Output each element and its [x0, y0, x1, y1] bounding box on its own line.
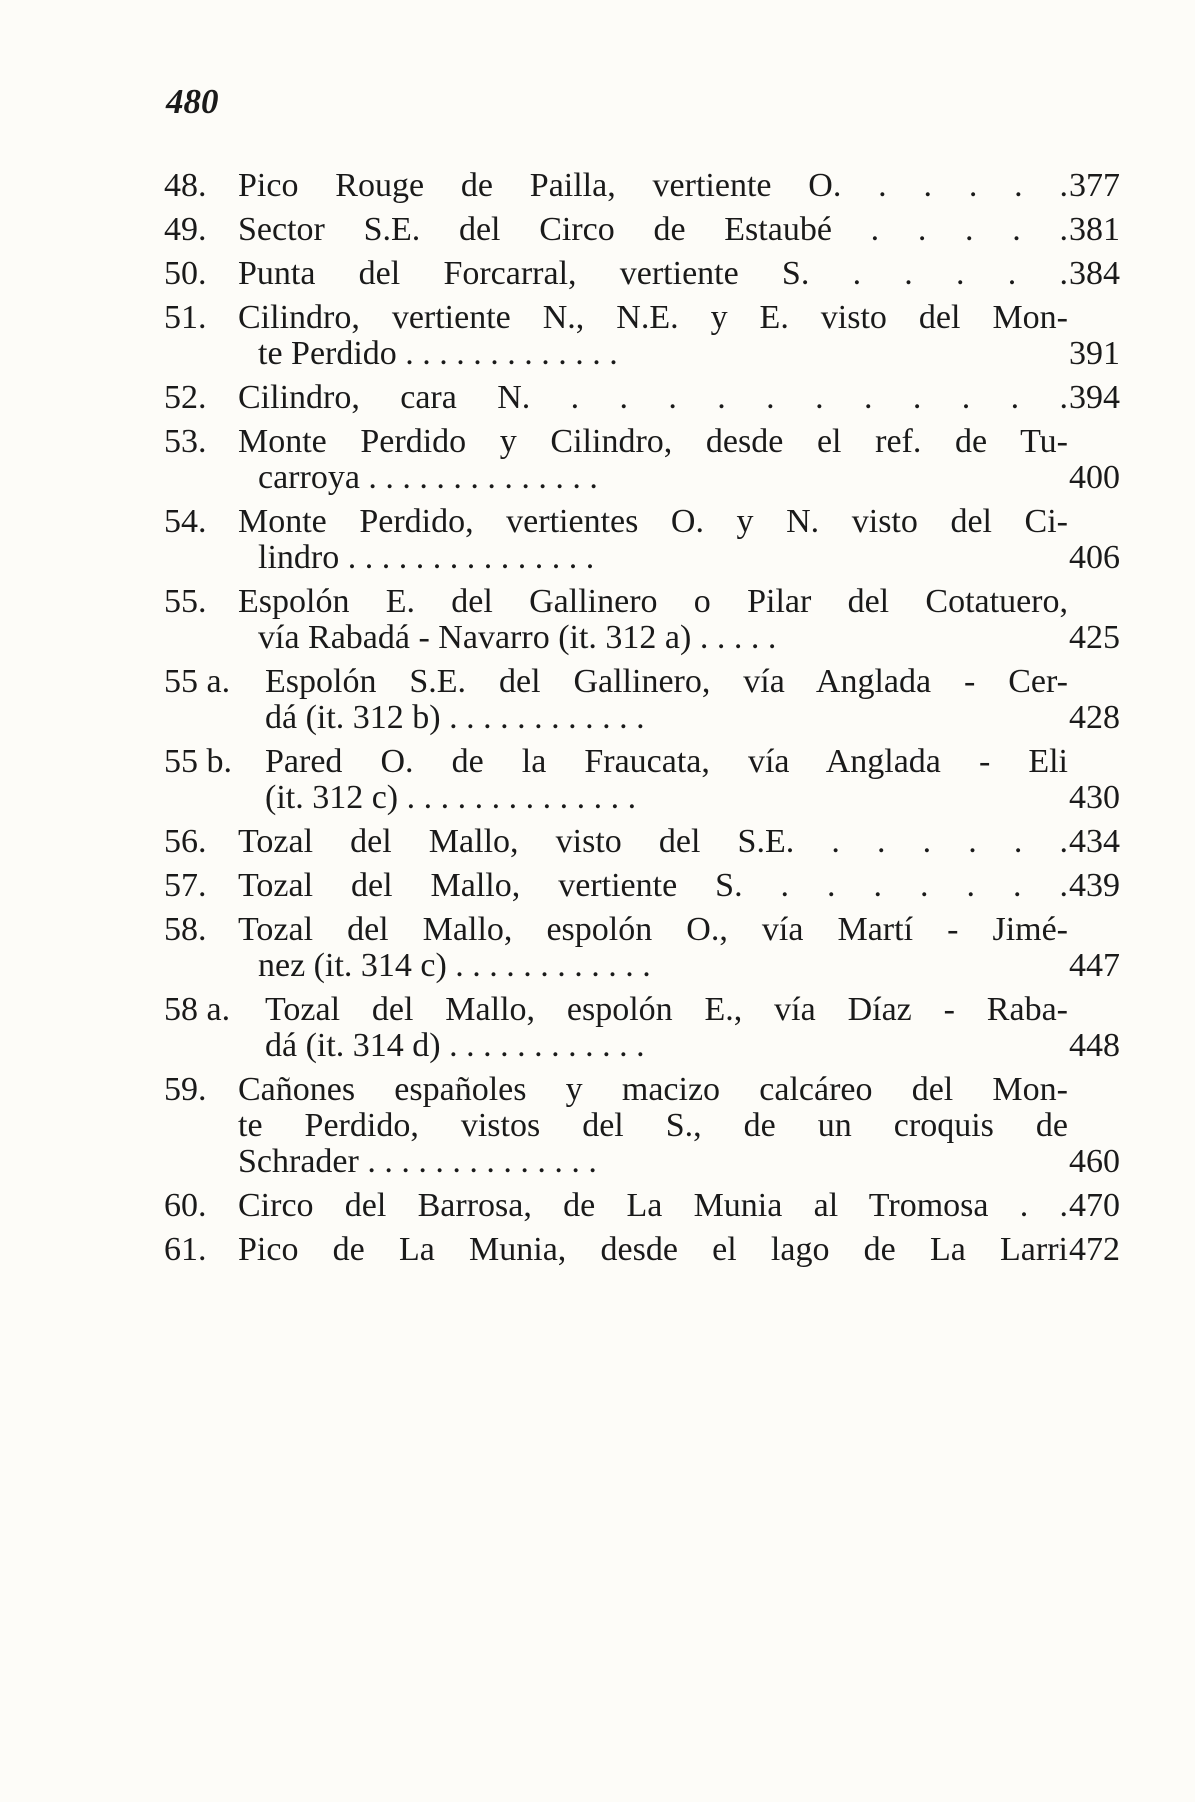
entry-page: 391	[1069, 335, 1120, 372]
entry-page: 448	[1069, 1027, 1120, 1064]
entry-page: 430	[1069, 779, 1120, 816]
entry-page: 428	[1069, 699, 1120, 736]
entry-page: 406	[1069, 539, 1120, 576]
entry-title	[238, 824, 1084, 860]
entry-number: 55.	[164, 583, 207, 620]
entry-title-line: Tozal del Mallo, espolón O., vía Martí - Jimé-	[238, 912, 1068, 948]
entry-title-line: Cañones españoles y macizo calcáreo del Mon-	[238, 1072, 1068, 1108]
toc-entry	[164, 868, 1122, 904]
entry-page: 447	[1069, 947, 1120, 984]
entry-title	[238, 168, 1084, 204]
entry-page: 460	[1069, 1143, 1120, 1180]
entry-page: 439	[1069, 867, 1120, 904]
entry-title	[238, 256, 1084, 292]
entry-number: 58.	[164, 911, 207, 948]
toc-entry	[164, 256, 1122, 292]
entry-number: 51.	[164, 299, 207, 336]
page-number: 480	[166, 82, 219, 121]
toc-entry	[164, 824, 1122, 860]
toc-entry	[164, 664, 1122, 736]
entry-title	[238, 1232, 1084, 1268]
entry-title-line: Cilindro, cara N. . . . . . . . . . . .	[238, 380, 1068, 416]
entry-page: 377	[1069, 167, 1120, 204]
entry-title-line: Monte Perdido, vertientes O. y N. visto del Ci-	[238, 504, 1068, 540]
entry-page: 434	[1069, 823, 1120, 860]
entry-title-line: te Perdido, vistos del S., de un croquis de	[238, 1108, 1068, 1144]
entry-title-line: Monte Perdido y Cilindro, desde el ref. de Tu-	[238, 424, 1068, 460]
entry-title-line: Pico de La Munia, desde el lago de La Larri	[238, 1232, 1068, 1268]
entry-number: 54.	[164, 503, 207, 540]
entry-title	[265, 744, 1084, 816]
entry-page: 394	[1069, 379, 1120, 416]
entry-title-line: Cilindro, vertiente N., N.E. y E. visto del Mon-	[238, 300, 1068, 336]
entry-number: 53.	[164, 423, 207, 460]
entry-page: 470	[1069, 1187, 1120, 1224]
toc-entry	[164, 424, 1122, 496]
entry-number: 52.	[164, 379, 207, 416]
entry-title-line: dá (it. 312 b) . . . . . . . . . . . .	[265, 700, 645, 736]
entry-number: 60.	[164, 1187, 207, 1224]
entry-number: 58 a.	[164, 991, 231, 1028]
entry-title	[265, 664, 1084, 736]
toc-entry	[164, 1072, 1122, 1180]
toc-entry	[164, 168, 1122, 204]
entry-title-line: dá (it. 314 d) . . . . . . . . . . . .	[265, 1028, 645, 1064]
entry-page: 381	[1069, 211, 1120, 248]
entry-title-line: lindro . . . . . . . . . . . . . . .	[258, 540, 595, 576]
entry-title-line: Schrader . . . . . . . . . . . . . .	[238, 1144, 597, 1180]
entry-title-line: Tozal del Mallo, visto del S.E. . . . . . .	[238, 824, 1068, 860]
toc-entry	[164, 504, 1122, 576]
entry-title	[238, 380, 1084, 416]
entry-page: 472	[1069, 1231, 1120, 1268]
entry-number: 57.	[164, 867, 207, 904]
entry-title-line: Tozal del Mallo, vertiente S. . . . . . . .	[238, 868, 1068, 904]
entry-title-line: Tozal del Mallo, espolón E., vía Díaz - Raba-	[265, 992, 1068, 1028]
entry-number: 61.	[164, 1231, 207, 1268]
entry-title-line: vía Rabadá - Navarro (it. 312 a) . . . . .	[258, 620, 777, 656]
entry-number: 56.	[164, 823, 207, 860]
toc-entry	[164, 1188, 1122, 1224]
entry-title-line: (it. 312 c) . . . . . . . . . . . . . .	[265, 780, 637, 816]
entry-title	[238, 912, 1084, 984]
entry-title-line: Pico Rouge de Pailla, vertiente O. . . . . .	[238, 168, 1068, 204]
entry-title	[265, 992, 1084, 1064]
entry-title-line: Pared O. de la Fraucata, vía Anglada - Eli	[265, 744, 1068, 780]
entry-title-line: Circo del Barrosa, de La Munia al Tromosa . .	[238, 1188, 1068, 1224]
entry-title	[238, 1072, 1084, 1180]
toc-entry	[164, 1232, 1122, 1268]
entry-number: 55 b.	[164, 743, 232, 780]
entry-title-line: Punta del Forcarral, vertiente S. . . . . .	[238, 256, 1068, 292]
entry-title	[238, 868, 1084, 904]
entry-title	[238, 1188, 1084, 1224]
entry-title-line: nez (it. 314 c) . . . . . . . . . . . .	[258, 948, 651, 984]
entry-number: 59.	[164, 1071, 207, 1108]
entry-page: 425	[1069, 619, 1120, 656]
entry-number: 50.	[164, 255, 207, 292]
toc-entry	[164, 992, 1122, 1064]
toc-entry	[164, 744, 1122, 816]
entry-title-line: Espolón E. del Gallinero o Pilar del Cotatuero,	[238, 584, 1068, 620]
toc-entry	[164, 380, 1122, 416]
entry-number: 55 a.	[164, 663, 231, 700]
table-of-contents	[164, 168, 1122, 1276]
entry-title	[238, 424, 1084, 496]
entry-page: 400	[1069, 459, 1120, 496]
entry-title	[238, 584, 1084, 656]
entry-title	[238, 212, 1084, 248]
toc-entry	[164, 300, 1122, 372]
entry-title	[238, 504, 1084, 576]
entry-title-line: Espolón S.E. del Gallinero, vía Anglada - Cer-	[265, 664, 1068, 700]
entry-title-line: carroya . . . . . . . . . . . . . .	[258, 460, 598, 496]
entry-number: 48.	[164, 167, 207, 204]
entry-title	[238, 300, 1084, 372]
entry-page: 384	[1069, 255, 1120, 292]
entry-title-line: Sector S.E. del Circo de Estaubé . . . . .	[238, 212, 1068, 248]
entry-title-line: te Perdido . . . . . . . . . . . . .	[258, 336, 618, 372]
toc-entry	[164, 584, 1122, 656]
toc-entry	[164, 912, 1122, 984]
entry-number: 49.	[164, 211, 207, 248]
toc-entry	[164, 212, 1122, 248]
